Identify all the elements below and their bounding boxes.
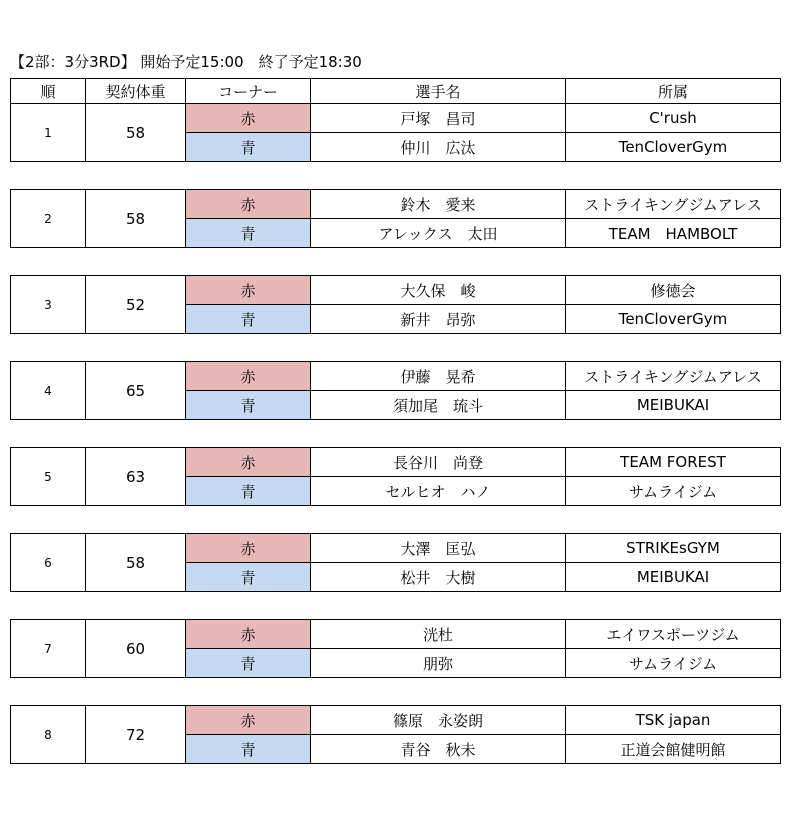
red-corner-cell: 赤 [186,448,311,477]
bout-order: 4 [11,362,86,420]
red-fighter-name: 鈴木 愛来 [311,190,566,219]
blue-fighter-team: MEIBUKAI [566,563,781,592]
bout-row-red [11,276,781,305]
header-team: 所属 [566,79,781,104]
blue-fighter-name: セルヒオ ハノ [311,477,566,506]
blue-fighter-name: 仲川 広汰 [311,133,566,162]
blue-corner-cell: 青 [186,735,311,764]
page-title: 【2部：3分3RD】 開始予定15:00 終了予定18:30 [10,53,362,71]
red-fighter-name: 洸杜 [311,620,566,649]
bout-weight: 58 [86,534,186,592]
red-fighter-name: 戸塚 昌司 [311,104,566,133]
blue-corner-cell: 青 [186,477,311,506]
red-fighter-name: 大久保 峻 [311,276,566,305]
blue-fighter-team: サムライジム [566,649,781,678]
blue-corner-cell: 青 [186,219,311,248]
blue-corner-cell: 青 [186,563,311,592]
blue-fighter-team: MEIBUKAI [566,391,781,420]
bout-spacer [11,678,781,706]
blue-fighter-team: サムライジム [566,477,781,506]
red-fighter-team: エイワスポーツジム [566,620,781,649]
red-fighter-team: TSK japan [566,706,781,735]
red-fighter-name: 伊藤 晃希 [311,362,566,391]
red-fighter-team: 修徳会 [566,276,781,305]
match-table [10,78,781,764]
bout-weight: 65 [86,362,186,420]
header-corner: コーナー [186,79,311,104]
bout-order: 3 [11,276,86,334]
red-corner-cell: 赤 [186,104,311,133]
bout-order: 2 [11,190,86,248]
bout-row-red [11,190,781,219]
red-corner-cell: 赤 [186,276,311,305]
red-corner-cell: 赤 [186,534,311,563]
blue-corner-cell: 青 [186,305,311,334]
red-corner-cell: 赤 [186,362,311,391]
bout-weight: 60 [86,620,186,678]
blue-fighter-team: TenCloverGym [566,133,781,162]
blue-corner-cell: 青 [186,391,311,420]
blue-fighter-team: 正道会館健明館 [566,735,781,764]
red-corner-cell: 赤 [186,706,311,735]
bout-spacer [11,248,781,276]
bout-weight: 63 [86,448,186,506]
header-weight: 契約体重 [86,79,186,104]
red-fighter-name: 大澤 匡弘 [311,534,566,563]
bout-row-red [11,534,781,563]
bout-order: 7 [11,620,86,678]
bout-spacer [11,592,781,620]
bout-weight: 58 [86,190,186,248]
red-fighter-team: ストライキングジムアレス [566,362,781,391]
blue-fighter-team: TEAM HAMBOLT [566,219,781,248]
bout-row-red [11,362,781,391]
blue-fighter-name: アレックス 太田 [311,219,566,248]
blue-corner-cell: 青 [186,133,311,162]
bout-order: 8 [11,706,86,764]
bout-spacer [11,506,781,534]
bout-order: 6 [11,534,86,592]
blue-fighter-name: 新井 昂弥 [311,305,566,334]
red-fighter-name: 長谷川 尚登 [311,448,566,477]
red-fighter-name: 篠原 永姿朗 [311,706,566,735]
bout-order: 5 [11,448,86,506]
bout-weight: 72 [86,706,186,764]
blue-corner-cell: 青 [186,649,311,678]
header-row [11,79,781,104]
header-name: 選手名 [311,79,566,104]
blue-fighter-name: 須加尾 琉斗 [311,391,566,420]
blue-fighter-name: 朋弥 [311,649,566,678]
red-corner-cell: 赤 [186,190,311,219]
red-fighter-team: TEAM FOREST [566,448,781,477]
blue-fighter-name: 青谷 秋未 [311,735,566,764]
red-fighter-team: ストライキングジムアレス [566,190,781,219]
header-order: 順 [11,79,86,104]
bout-order: 1 [11,104,86,162]
bout-row-red [11,706,781,735]
red-fighter-team: STRIKEsGYM [566,534,781,563]
blue-fighter-team: TenCloverGym [566,305,781,334]
bout-row-red [11,620,781,649]
bout-spacer [11,334,781,362]
red-fighter-team: C'rush [566,104,781,133]
bout-spacer [11,420,781,448]
blue-fighter-name: 松井 大樹 [311,563,566,592]
bout-weight: 58 [86,104,186,162]
bout-spacer [11,162,781,190]
bout-row-red [11,448,781,477]
bout-weight: 52 [86,276,186,334]
bout-table [10,78,780,764]
red-corner-cell: 赤 [186,620,311,649]
bout-row-red [11,104,781,133]
